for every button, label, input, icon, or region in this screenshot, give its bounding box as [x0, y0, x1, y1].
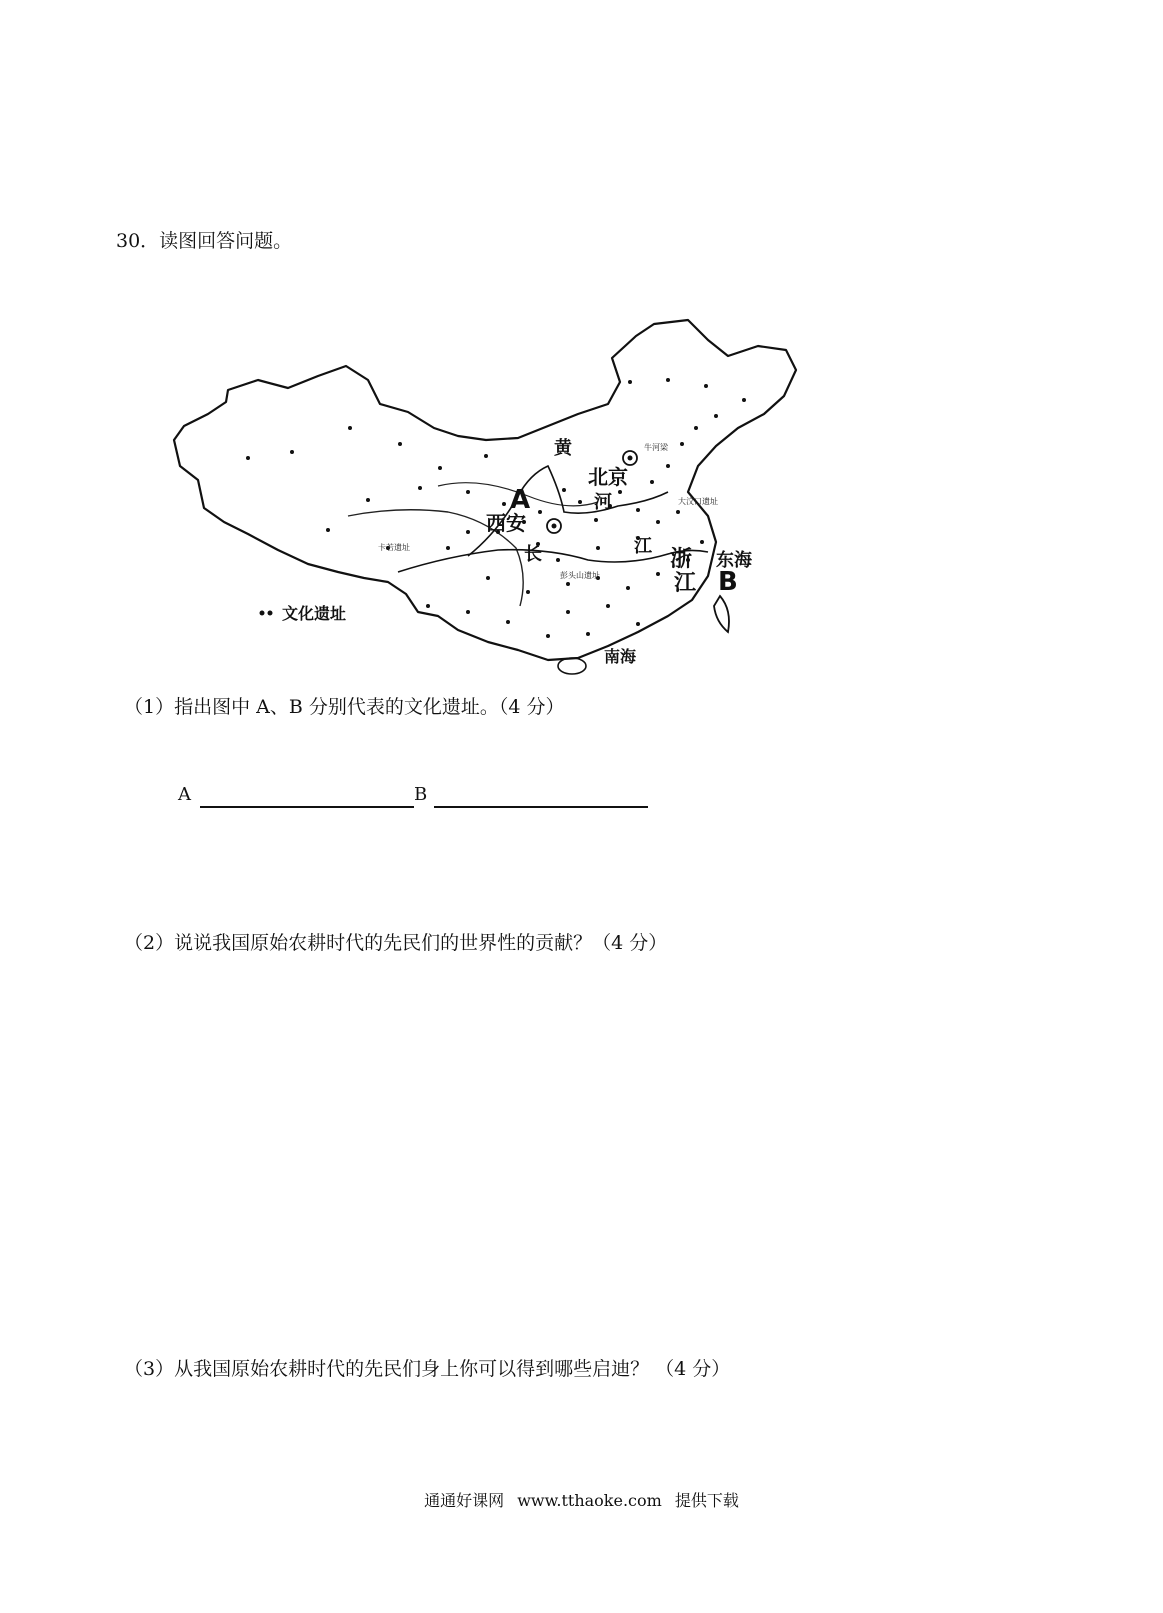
label-mark-a: A [510, 485, 531, 515]
question-part-3: （3）从我国原始农耕时代的先民们身上你可以得到哪些启迪？ （4 分） [124, 1358, 731, 1380]
label-nanhai: 南海 [604, 647, 637, 666]
page-footer [0, 1488, 1163, 1511]
label-site-karuo: 卡若遗址 [378, 543, 410, 552]
legend-label: 文化遗址 [282, 604, 347, 623]
label-beijing: 北京 [588, 465, 628, 489]
site-dots [246, 378, 746, 638]
footer-suffix: 提供下载 [674, 1491, 739, 1510]
label-huang: 黄 [554, 438, 572, 459]
label-jiang-prov: 江 [674, 571, 697, 596]
answer-blank-a[interactable] [200, 806, 414, 808]
question-part-2: （2）说说我国原始农耕时代的先民们的世界性的贡献？（4 分） [124, 932, 668, 954]
xian-symbol [547, 519, 561, 533]
yangtze-river [398, 550, 708, 572]
answer-label-a: A [178, 784, 191, 805]
question-title: 30．读图回答问题。 [116, 230, 293, 252]
label-site-niuheliang: 牛河梁 [644, 443, 668, 452]
answer-label-b: B [414, 784, 428, 805]
answer-blank-b[interactable] [434, 806, 648, 808]
label-zhe: 浙 [670, 547, 693, 572]
china-outline [174, 320, 796, 660]
label-mark-b: B [718, 567, 738, 597]
footer-site-name: 通通好课网 [424, 1491, 505, 1510]
label-chang: 长 [524, 544, 542, 565]
china-cultural-sites-map [168, 316, 804, 678]
question-part-1: （1）指出图中 A、B 分别代表的文化遗址。（4 分） [124, 696, 565, 718]
label-site-dawenkou: 大汶口遗址 [678, 497, 718, 506]
label-he: 河 [594, 492, 612, 513]
label-donghai: 东海 [716, 550, 752, 571]
label-jiang-river: 江 [634, 536, 652, 557]
footer-url[interactable]: www.tthaoke.com [517, 1491, 662, 1510]
label-xian: 西安 [486, 511, 526, 535]
map-legend [260, 604, 347, 623]
beijing-symbol [623, 451, 637, 465]
label-site-pengtoushan: 彭头山遗址 [560, 571, 600, 580]
